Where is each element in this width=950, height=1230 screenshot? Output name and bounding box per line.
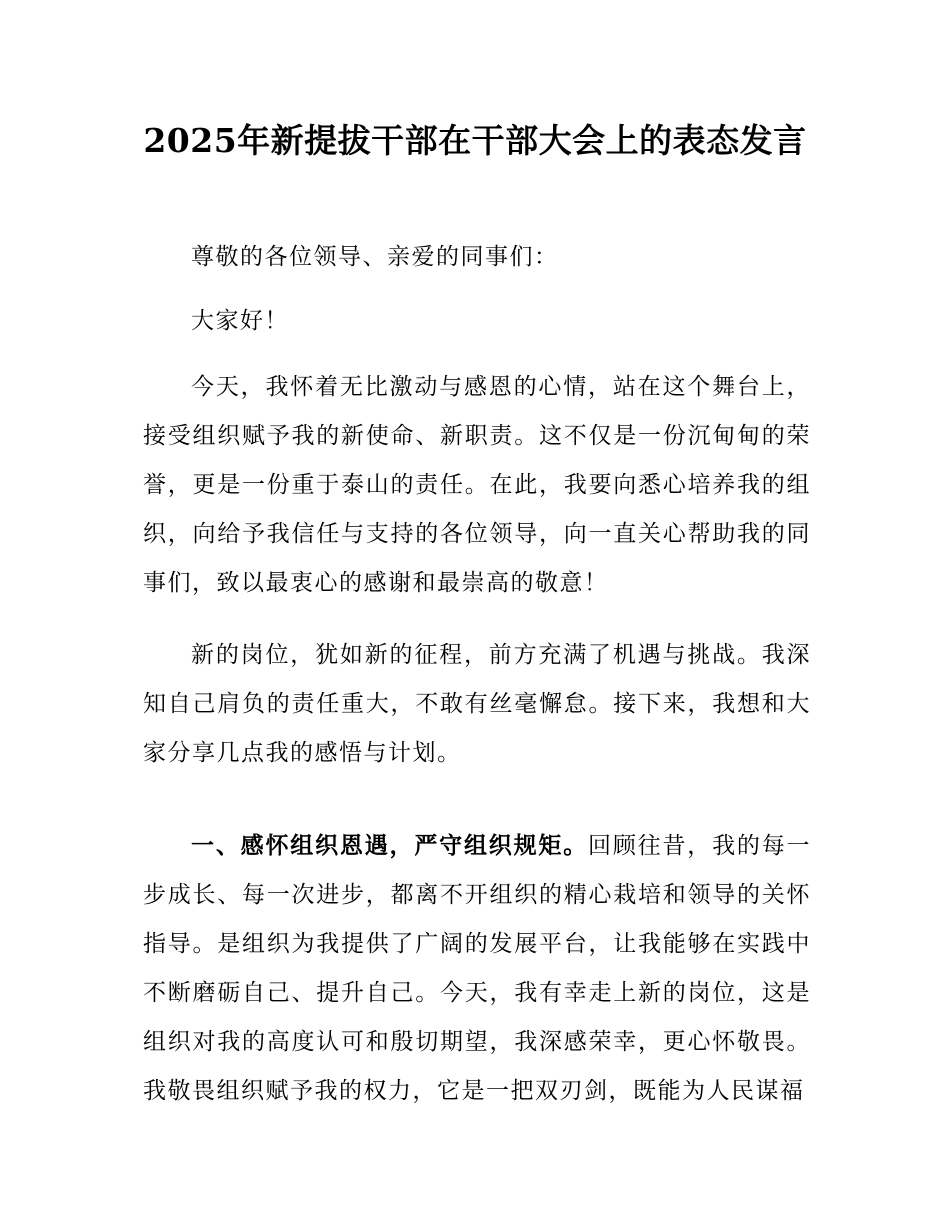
hello-paragraph: 大家好！: [191, 308, 289, 334]
paragraph-new-post: 新的岗位，犹如新的征程，前方充满了机遇与挑战。我深知自己肩负的责任重大，不敢有丝毫懈怠。接下来，我想和大家分享几点我的感悟与计划。: [143, 642, 811, 766]
document-title: 2025年新提拔干部在干部大会上的表态发言: [143, 121, 807, 160]
section-1-heading: 一、感怀组织恩遇，严守组织规矩。: [191, 832, 588, 859]
greeting-paragraph: 尊敬的各位领导、亲爱的同事们：: [191, 244, 559, 270]
section-1-paragraph: [143, 821, 811, 1116]
paragraph-gratitude: 今天，我怀着无比激动与感恩的心情，站在这个舞台上，接受组织赋予我的新使命、新职责。这不仅是一份沉甸甸的荣誉，更是一份重于泰山的责任。在此，我要向悉心培养我的组织，向给予我信任与支持的各位领导，向一直关心帮助我的同事们，致以最衷心的感谢和最崇高的敬意！: [143, 374, 811, 596]
section-1-text: 回顾往昔，我的每一步成长、每一次进步，都离不开组织的精心栽培和领导的关怀指导。是组织为我提供了广阔的发展平台，让我能够在实践中不断磨砺自己、提升自己。今天，我有幸走上新的岗位，这是组织对我的高度认可和殷切期望，我深感荣幸，更心怀敬畏。我敬畏组织赋予我的权力，它是一把双刃剑，既能为人民谋福: [143, 833, 811, 1104]
